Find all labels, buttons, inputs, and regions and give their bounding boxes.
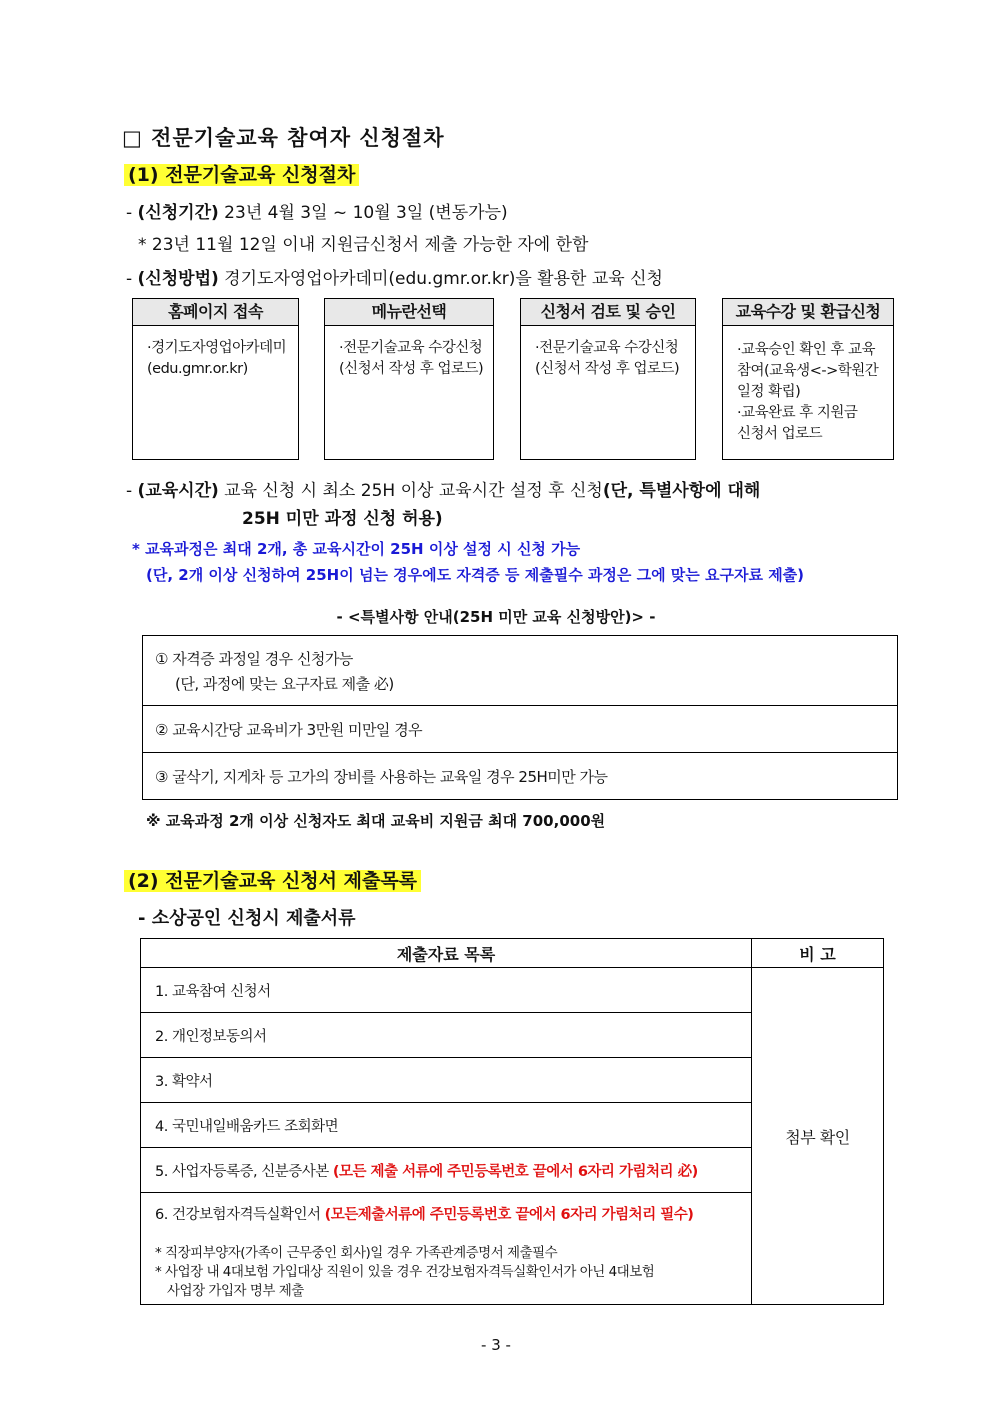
- section2-heading: (2) 전문기술교육 신청서 제출목록: [124, 866, 421, 893]
- step-line: 신청서 업로드: [737, 426, 823, 442]
- step-line: (신청서 작성 후 업로드): [339, 361, 484, 377]
- blue-note-2: (단, 2개 이상 신청하여 25H이 넘는 경우에도 자격증 등 제출필수 과정은 그에 맞는 요구자료 제출): [146, 566, 805, 584]
- section2-subheading: - 소상공인 신청시 제출서류: [138, 908, 356, 929]
- col-header-note: 비 고: [752, 939, 884, 968]
- documents-table: [140, 938, 884, 1305]
- time-line: - (교육시간) 교육 신청 시 최소 25H 이상 교육시간 설정 후 신청(단, 특별사항에 대해: [126, 481, 761, 501]
- special-item-line: (단, 과정에 맞는 요구자료 제출 必): [175, 674, 394, 693]
- step-line: 일정 확립): [737, 384, 801, 400]
- table-row: [141, 968, 884, 1013]
- page-number: - 3 -: [481, 1336, 511, 1354]
- step-line: 참여(교육생<->학원간: [737, 363, 879, 379]
- method-line: - (신청방법) 경기도자영업아카데미(edu.gmr.or.kr)을 활용한 교육 신청: [126, 269, 663, 289]
- special-table: [142, 635, 898, 800]
- col-header-docs: 제출자료 목록: [141, 939, 752, 968]
- row6-note: * 사업장 내 4대보험 가입대상 직원이 있을 경우 건강보험자격득실확인서가 아닌 4대보험: [155, 1264, 655, 1280]
- max-support-note: ※ 교육과정 2개 이상 신청자도 최대 교육비 지원금 최대 700,000원: [146, 812, 606, 830]
- special-row: [143, 753, 898, 800]
- step-title: 메뉴란선택: [325, 299, 493, 326]
- step-line: ·경기도자영업아카데미: [147, 340, 287, 356]
- step-line: ·전문기술교육 수강신청: [535, 340, 679, 356]
- step-box-refund: [722, 298, 894, 460]
- section1-heading: (1) 전문기술교육 신청절차: [124, 160, 359, 187]
- period-line: - (신청기간) 23년 4월 3일 ~ 10월 3일 (변동가능): [126, 203, 508, 223]
- step-title: 교육수강 및 환급신청: [723, 299, 893, 326]
- page-title: □ 전문기술교육 참여자 신청절차: [122, 126, 445, 150]
- special-row: [143, 636, 898, 706]
- doc-item: 1. 교육참여 신청서: [141, 968, 752, 1013]
- special-row: [143, 706, 898, 753]
- doc-item: 5. 사업자등록증, 신분증사본 (모든 제출 서류에 주민등록번호 끝에서 6자리 가림처리 必): [141, 1148, 752, 1193]
- step-box-homepage: [132, 298, 299, 460]
- step-box-review: [520, 298, 696, 460]
- period-note: * 23년 11월 12일 이내 지원금신청서 제출 가능한 자에 한함: [138, 235, 589, 255]
- blue-note-1: * 교육과정은 최대 2개, 총 교육시간이 25H 이상 설정 시 신청 가능: [132, 540, 581, 558]
- step-line: ·교육완료 후 지원금: [737, 405, 858, 421]
- step-title: 홈페이지 접속: [133, 299, 298, 326]
- special-item-line: ① 자격증 과정일 경우 신청가능: [155, 649, 353, 668]
- row6-note: 사업장 가입자 명부 제출: [167, 1283, 304, 1299]
- step-box-menu: [324, 298, 494, 460]
- step-line: (edu.gmr.or.kr): [147, 361, 248, 377]
- special-heading: - <특별사항 안내(25H 미만 교육 신청방안)> -: [336, 608, 656, 626]
- step-line: ·교육승인 확인 후 교육: [737, 342, 875, 358]
- special-item-line: ③ 굴삭기, 지게차 등 고가의 장비를 사용하는 교육일 경우 25H미만 가능: [143, 753, 898, 800]
- doc-item: 4. 국민내일배움카드 조회화면: [141, 1103, 752, 1148]
- doc-item: 2. 개인정보동의서: [141, 1013, 752, 1058]
- note-cell: 첨부 확인: [752, 968, 884, 1305]
- table-header-row: [141, 939, 884, 968]
- doc-item: 6. 건강보험자격득실확인서 (모든제출서류에 주민등록번호 끝에서 6자리 가림처리 필수) * 직장피부양자(가족이 근무중인 회사)일 경우 가족관계증명서 제출필수 * 사업장 내 4대보험 가입대상 직원이 있을 경우 건강보험자격득실확인서가 아닌 4대보험 사업장 가입자 명부 제출: [141, 1193, 752, 1305]
- step-line: ·전문기술교육 수강신청: [339, 340, 483, 356]
- row6-note: * 직장피부양자(가족이 근무중인 회사)일 경우 가족관계증명서 제출필수: [155, 1245, 558, 1261]
- step-line: (신청서 작성 후 업로드): [535, 361, 680, 377]
- step-title: 신청서 검토 및 승인: [521, 299, 695, 326]
- doc-item: 3. 확약서: [141, 1058, 752, 1103]
- time-line-2: 25H 미만 과정 신청 허용): [242, 509, 443, 529]
- special-item-line: ② 교육시간당 교육비가 3만원 미만일 경우: [143, 706, 898, 753]
